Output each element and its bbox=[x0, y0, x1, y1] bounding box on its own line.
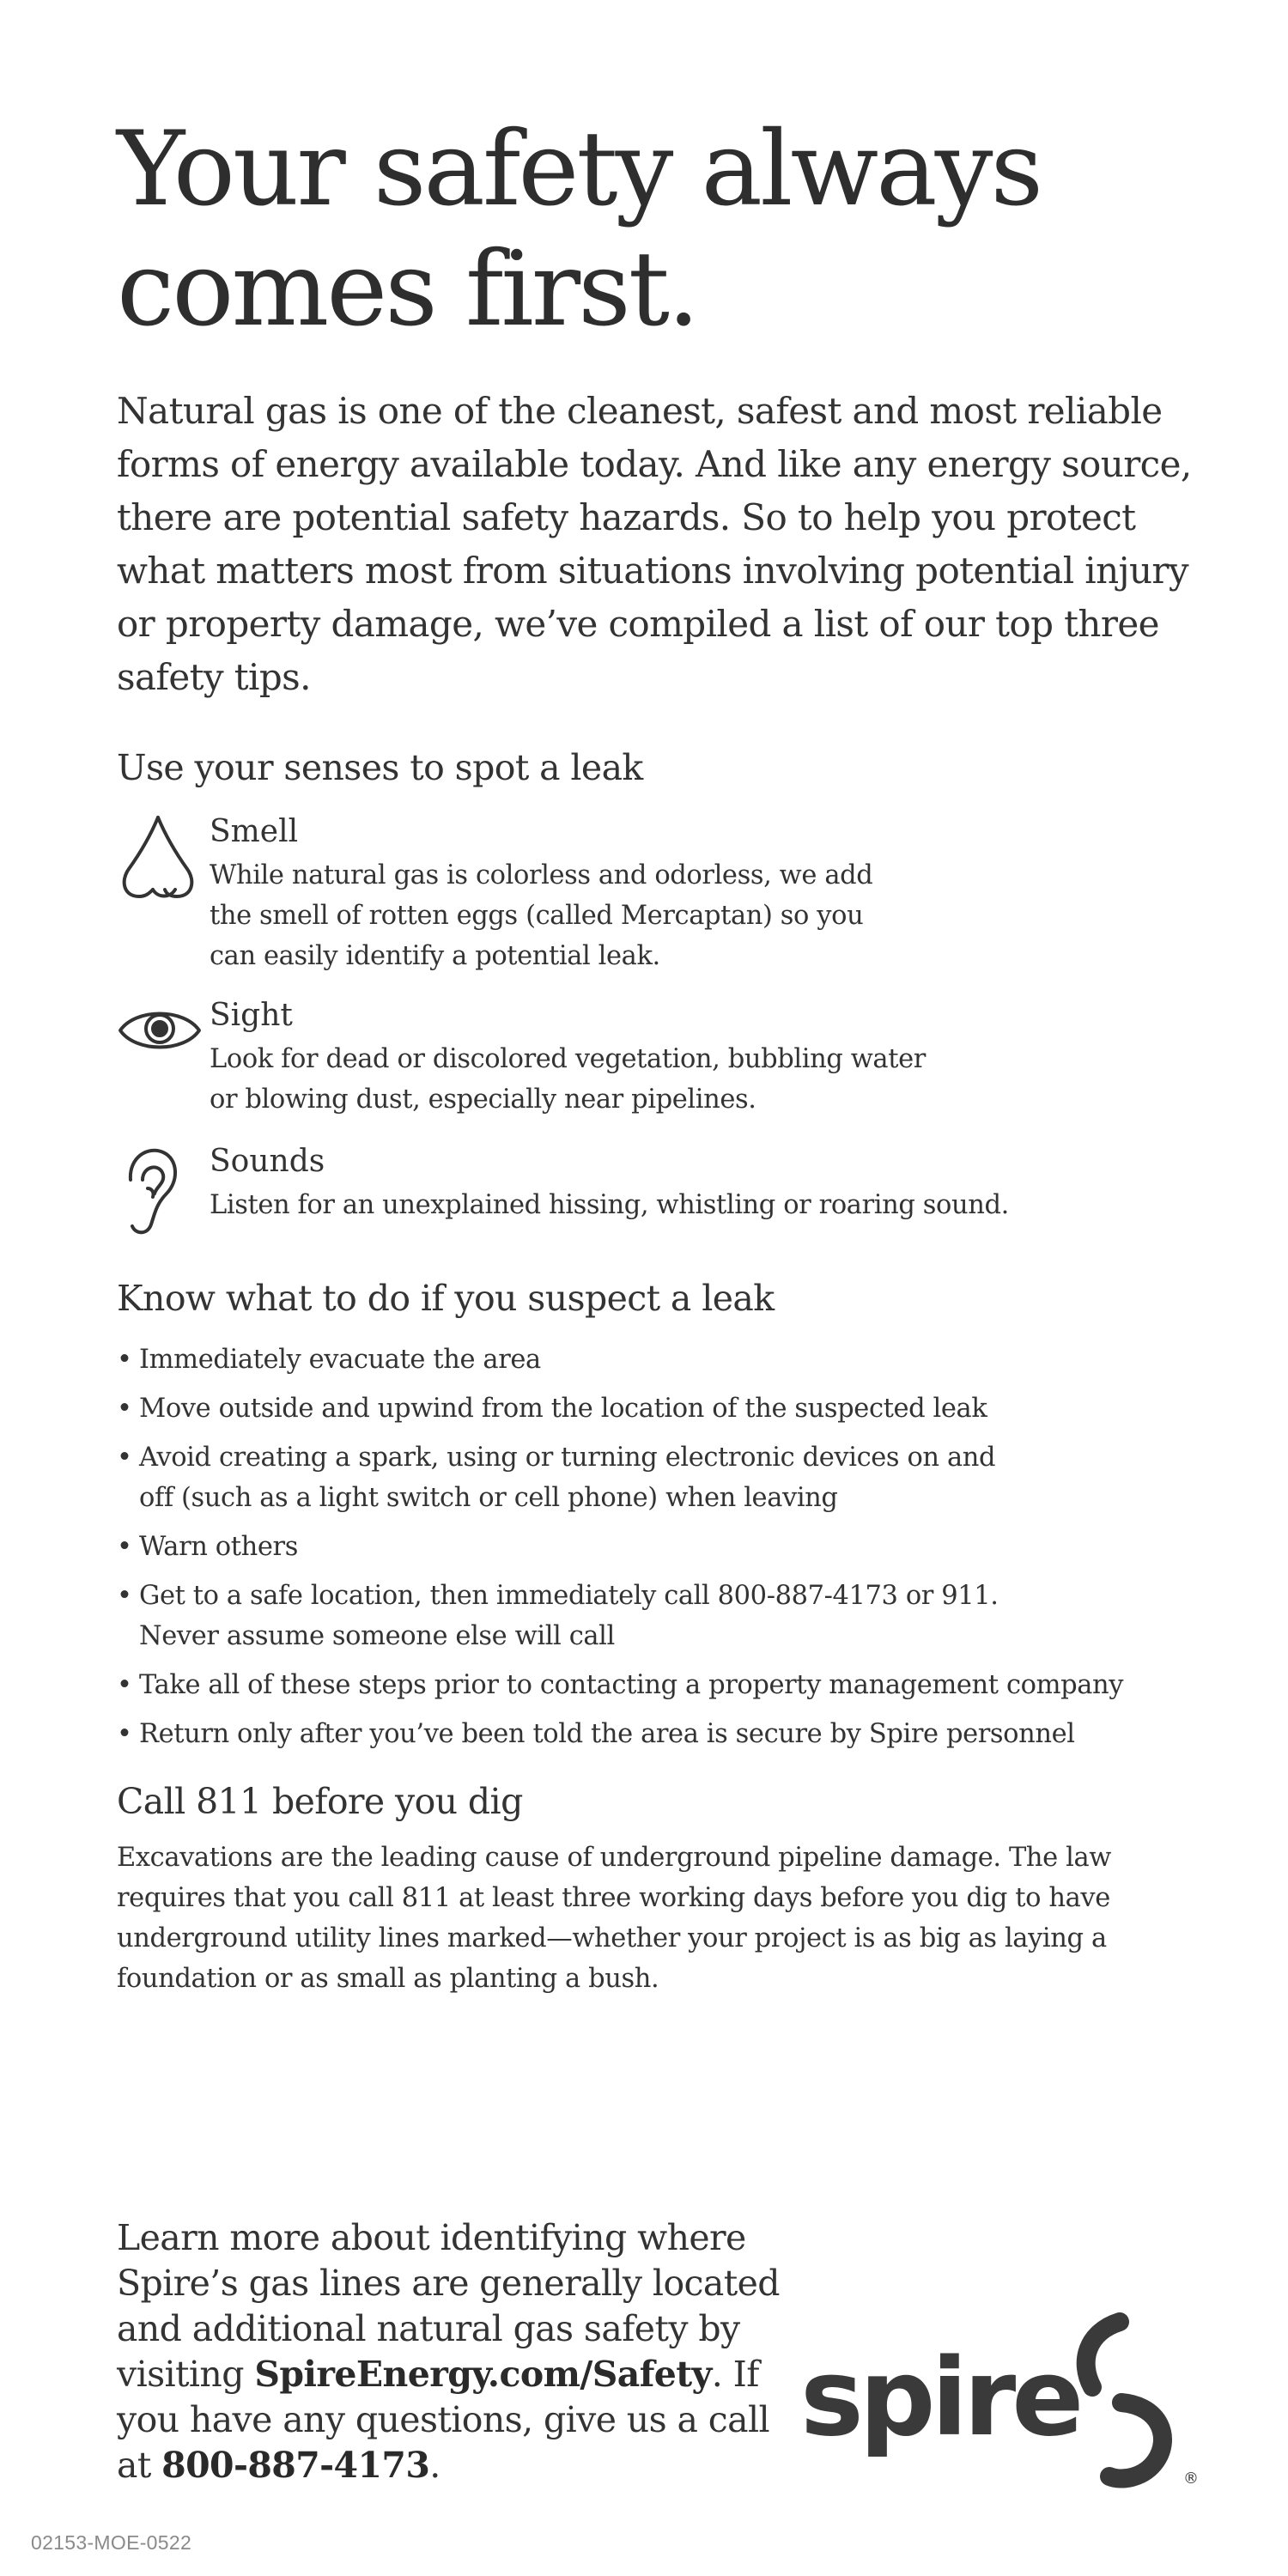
sense-text-sight: Look for dead or discolored vegetation, bubbling water or blowing dust, especially near pipelines. bbox=[210, 1044, 926, 1115]
dig-paragraph: Excavations are the leading cause of underground pipeline damage. The law requires that you call 811 at least three working days before you dig to have underground utility lines marked—whether your project is as big as laying a foundation or as small as planting a bush. bbox=[117, 1843, 1111, 1994]
bullet-icon: • bbox=[117, 1581, 132, 1611]
list-item: • Avoid creating a spark, using or turning electronic devices on and off (such as a light switch or cell phone) when leaving bbox=[117, 1437, 1190, 1518]
safety-link[interactable]: SpireEnergy.com/Safety bbox=[254, 2354, 712, 2395]
sense-item-sight bbox=[117, 996, 1190, 1115]
dig-heading: Call 811 before you dig bbox=[117, 1781, 523, 1822]
spire-logo bbox=[790, 2310, 1219, 2499]
registered-mark: ® bbox=[1183, 2470, 1199, 2488]
spire-mark-icon bbox=[1066, 2310, 1178, 2490]
nose-icon bbox=[117, 812, 203, 907]
sense-title-smell: Smell bbox=[210, 814, 299, 849]
learn-more-text: Learn more about identifying where Spire’s gas lines are generally located and additional natural gas safety by visiting SpireEnergy.com/Safety. If you have any questions, give us a call at 800-887-4173. bbox=[117, 2217, 780, 2486]
bullet-icon: • bbox=[117, 1443, 132, 1473]
sense-item-smell bbox=[117, 812, 1190, 971]
logo-wordmark: spire bbox=[800, 2336, 1080, 2460]
document-code: 02153-MOE-0522 bbox=[31, 2531, 192, 2554]
bullet-icon: • bbox=[117, 1394, 132, 1424]
list-item: • Get to a safe location, then immediately call 800-887-4173 or 911. Never assume someone else will call bbox=[117, 1576, 1190, 1656]
bullet-icon: • bbox=[117, 1532, 132, 1562]
list-item: • Warn others bbox=[117, 1527, 1190, 1567]
title-line-2: comes first. bbox=[117, 230, 698, 349]
list-item: • Move outside and upwind from the location of the suspected leak bbox=[117, 1388, 1190, 1429]
sense-text-smell: While natural gas is colorless and odorless, we add the smell of rotten eggs (called Mercaptan) so you can easily identify a potential leak. bbox=[210, 860, 873, 971]
title-line-1: Your safety always bbox=[117, 110, 1042, 229]
list-item: • Return only after you’ve been told the area is secure by Spire personnel bbox=[117, 1714, 1190, 1754]
phone-number[interactable]: 800-887-4173 bbox=[161, 2445, 430, 2486]
intro-paragraph: Natural gas is one of the cleanest, safest and most reliable forms of energy available today. And like any energy source, there are potential safety hazards. So to help you protect what matters most from situations involving potential injury or property damage, we’ve compiled a list of our top three safety tips. bbox=[117, 390, 1192, 698]
bullet-icon: • bbox=[117, 1345, 132, 1375]
sense-title-sounds: Sounds bbox=[210, 1144, 325, 1179]
ear-icon bbox=[117, 1142, 185, 1238]
sense-title-sight: Sight bbox=[210, 998, 293, 1033]
leak-heading: Know what to do if you suspect a leak bbox=[117, 1278, 775, 1319]
list-item: • Immediately evacuate the area bbox=[117, 1340, 1190, 1380]
list-item: • Take all of these steps prior to contacting a property management company bbox=[117, 1665, 1190, 1705]
page-title bbox=[117, 110, 1233, 350]
senses-heading: Use your senses to spot a leak bbox=[117, 747, 643, 788]
sense-item-sounds bbox=[117, 1142, 1190, 1245]
bullet-icon: • bbox=[117, 1719, 132, 1749]
leak-steps-list bbox=[117, 1340, 1190, 1763]
bullet-icon: • bbox=[117, 1670, 132, 1700]
sense-text-sounds: Listen for an unexplained hissing, whistling or roaring sound. bbox=[210, 1190, 1009, 1220]
eye-icon bbox=[117, 996, 203, 1065]
